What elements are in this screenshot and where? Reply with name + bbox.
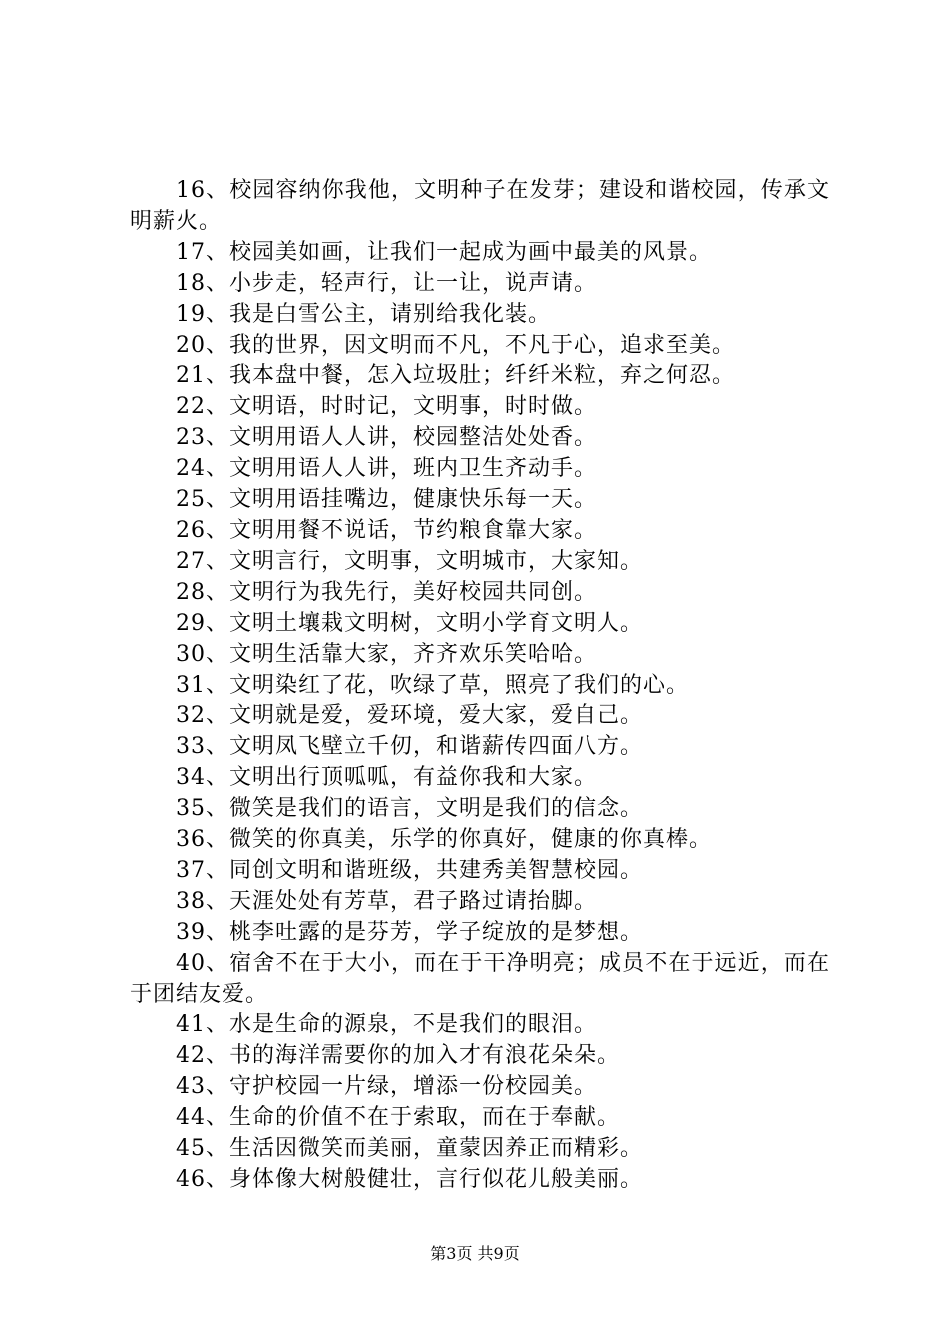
paragraph: 25、文明用语挂嘴边，健康快乐每一天。 — [176, 487, 597, 513]
paragraph: 19、我是白雪公主，请别给我化装。 — [176, 301, 551, 327]
paragraph: 36、微笑的你真美，乐学的你真好，健康的你真棒。 — [176, 827, 712, 853]
paragraph: 35、微笑是我们的语言，文明是我们的信念。 — [176, 796, 643, 822]
paragraph: 31、文明染红了花，吹绿了草，照亮了我们的心。 — [176, 672, 689, 698]
paragraph: 45、生活因微笑而美丽，童蒙因养正而精彩。 — [176, 1136, 643, 1162]
paragraph: 38、天涯处处有芳草，君子路过请抬脚。 — [176, 888, 597, 914]
paragraph: 16、校园容纳你我他，文明种子在发芽；建设和谐校园，传承文明薪火。 — [130, 178, 830, 234]
paragraph: 44、生命的价值不在于索取，而在于奉献。 — [176, 1105, 620, 1131]
paragraph: 41、水是生命的源泉，不是我们的眼泪。 — [176, 1012, 597, 1038]
paragraph: 18、小步走，轻声行，让一让，说声请。 — [176, 270, 597, 296]
paragraph: 24、文明用语人人讲，班内卫生齐动手。 — [176, 456, 597, 482]
paragraph: 34、文明出行顶呱呱，有益你我和大家。 — [176, 765, 597, 791]
paragraph: 43、守护校园一片绿，增添一份校园美。 — [176, 1074, 597, 1100]
body-text — [130, 176, 830, 1196]
paragraph: 33、文明凤飞壁立千仞，和谐薪传四面八方。 — [176, 734, 643, 760]
paragraph: 30、文明生活靠大家，齐齐欢乐笑哈哈。 — [176, 641, 597, 667]
paragraph: 40、宿舍不在于大小，而在于干净明亮；成员不在于远近，而在于团结友爱。 — [130, 950, 830, 1007]
paragraph: 22、文明语，时时记，文明事，时时做。 — [176, 394, 597, 420]
page-footer: 第3页 共9页 — [430, 1244, 520, 1263]
paragraph: 42、书的海洋需要你的加入才有浪花朵朵。 — [176, 1043, 620, 1069]
paragraph: 27、文明言行，文明事，文明城市，大家知。 — [176, 548, 643, 574]
paragraph: 46、身体像大树般健壮，言行似花儿般美丽。 — [176, 1167, 643, 1192]
paragraph: 26、文明用餐不说话，节约粮食靠大家。 — [176, 517, 597, 543]
paragraph: 29、文明土壤栽文明树，文明小学育文明人。 — [176, 610, 643, 636]
paragraph: 21、我本盘中餐，怎入垃圾肚；纤纤米粒，弃之何忍。 — [176, 363, 735, 389]
paragraph: 39、桃李吐露的是芬芳，学子绽放的是梦想。 — [176, 919, 643, 945]
paragraph: 37、同创文明和谐班级，共建秀美智慧校园。 — [176, 857, 643, 883]
paragraph: 32、文明就是爱，爱环境，爱大家，爱自己。 — [176, 703, 643, 729]
paragraph: 23、文明用语人人讲，校园整洁处处香。 — [176, 425, 597, 451]
paragraph: 20、我的世界，因文明而不凡，不凡于心，追求至美。 — [176, 332, 735, 358]
paragraph: 17、校园美如画，让我们一起成为画中最美的风景。 — [176, 239, 712, 265]
paragraph: 28、文明行为我先行，美好校园共同创。 — [176, 579, 597, 605]
